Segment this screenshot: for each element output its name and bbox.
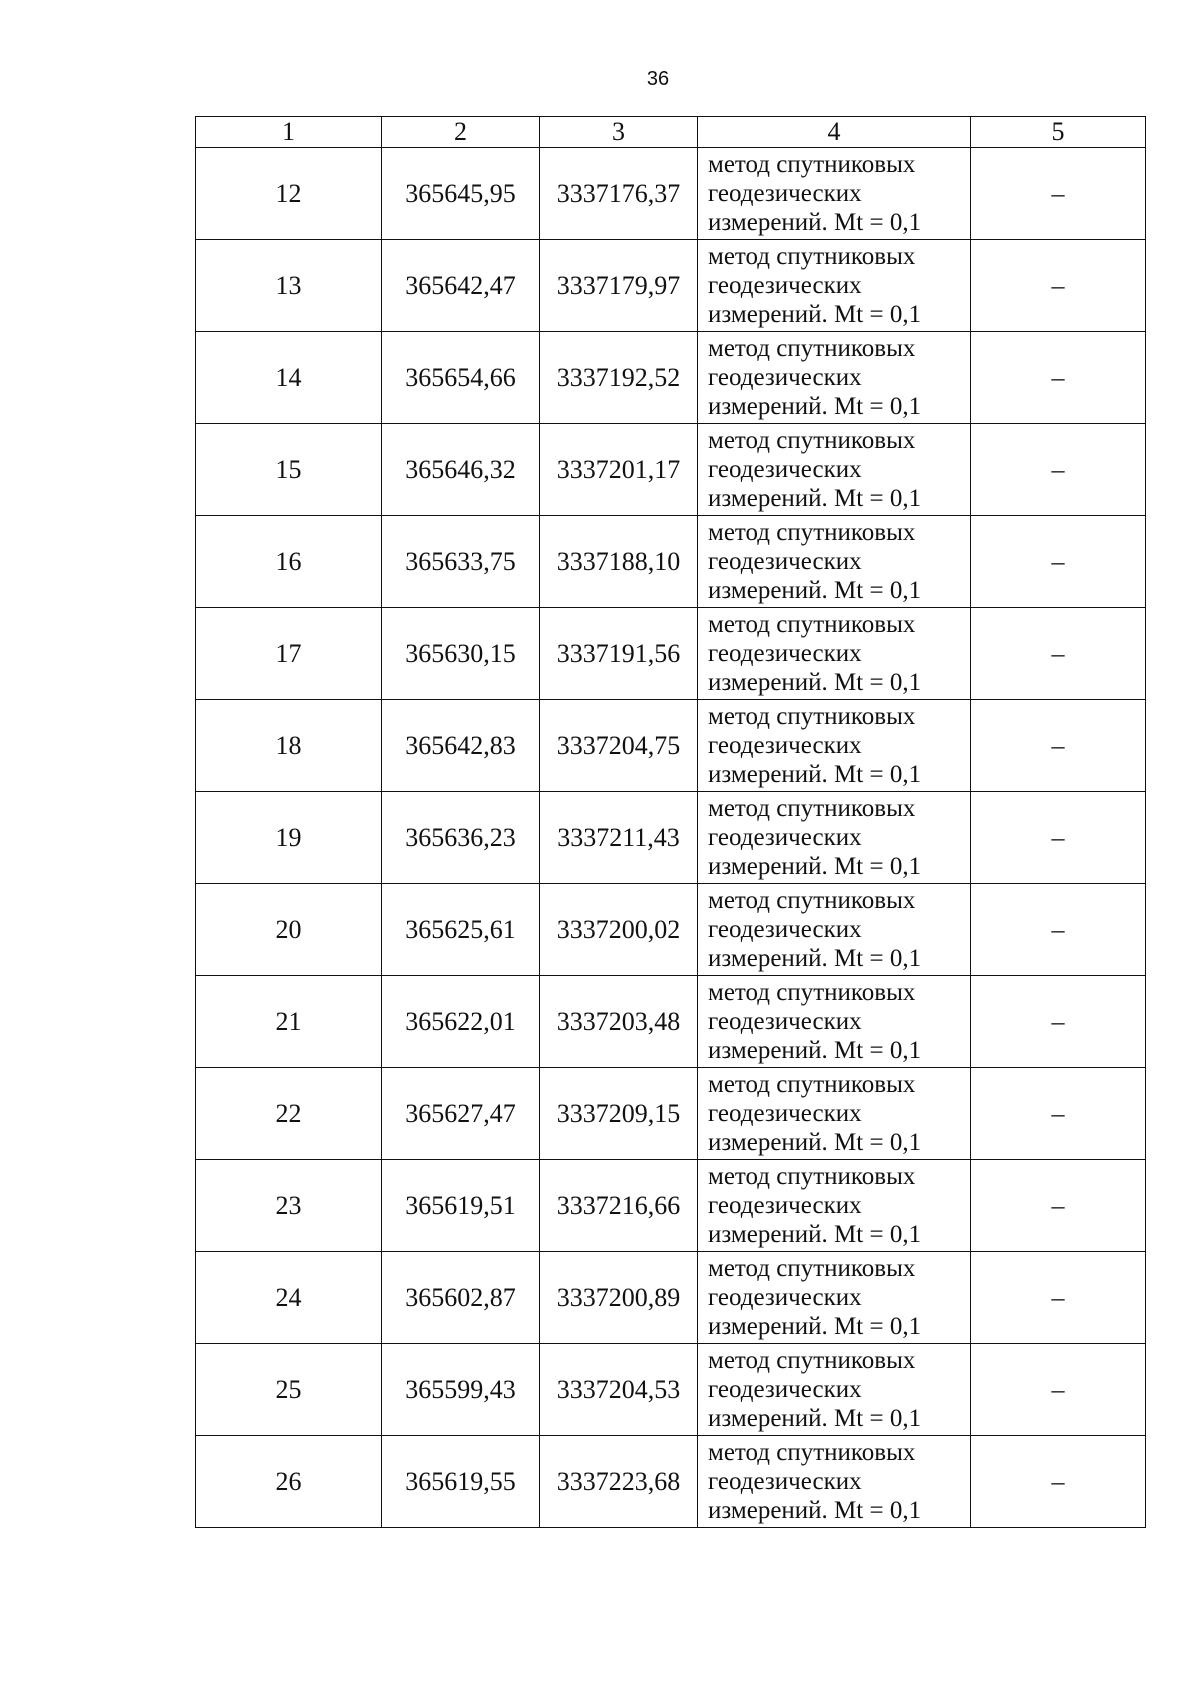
method-cell bbox=[698, 700, 971, 792]
method-line: геодезических bbox=[708, 1468, 862, 1495]
table-row bbox=[196, 976, 1146, 1068]
method-line: метод спутниковых bbox=[708, 1255, 916, 1282]
method-line: измерений. Mt = 0,1 bbox=[708, 761, 922, 788]
y-coordinate-cell: 3337201,17 bbox=[540, 424, 698, 516]
table-row bbox=[196, 1252, 1146, 1344]
method-cell bbox=[698, 1436, 971, 1528]
method-line: геодезических bbox=[708, 824, 862, 851]
method-line: метод спутниковых bbox=[708, 795, 916, 822]
method-line: геодезических bbox=[708, 1192, 862, 1219]
method-line: метод спутниковых bbox=[708, 887, 916, 914]
x-coordinate-cell: 365633,75 bbox=[382, 516, 540, 608]
method-cell bbox=[698, 1252, 971, 1344]
table-row bbox=[196, 332, 1146, 424]
method-line: геодезических bbox=[708, 1376, 862, 1403]
method-cell bbox=[698, 332, 971, 424]
method-line: геодезических bbox=[708, 1284, 862, 1311]
x-coordinate-cell: 365654,66 bbox=[382, 332, 540, 424]
x-coordinate-cell: 365619,51 bbox=[382, 1160, 540, 1252]
description-cell: – bbox=[971, 884, 1146, 976]
table-row bbox=[196, 1160, 1146, 1252]
point-number-cell: 25 bbox=[196, 1344, 382, 1436]
column-header-1: 1 bbox=[196, 117, 382, 148]
point-number-cell: 18 bbox=[196, 700, 382, 792]
table-row bbox=[196, 1068, 1146, 1160]
description-cell: – bbox=[971, 792, 1146, 884]
method-line: измерений. Mt = 0,1 bbox=[708, 1129, 922, 1156]
point-number-cell: 23 bbox=[196, 1160, 382, 1252]
y-coordinate-cell: 3337200,02 bbox=[540, 884, 698, 976]
point-number-cell: 26 bbox=[196, 1436, 382, 1528]
point-number-cell: 21 bbox=[196, 976, 382, 1068]
x-coordinate-cell: 365636,23 bbox=[382, 792, 540, 884]
y-coordinate-cell: 3337188,10 bbox=[540, 516, 698, 608]
x-coordinate-cell: 365630,15 bbox=[382, 608, 540, 700]
method-cell bbox=[698, 792, 971, 884]
method-line: измерений. Mt = 0,1 bbox=[708, 669, 922, 696]
method-line: измерений. Mt = 0,1 bbox=[708, 1037, 922, 1064]
column-header-3: 3 bbox=[540, 117, 698, 148]
method-line: геодезических bbox=[708, 916, 862, 943]
x-coordinate-cell: 365642,83 bbox=[382, 700, 540, 792]
table-row bbox=[196, 240, 1146, 332]
y-coordinate-cell: 3337211,43 bbox=[540, 792, 698, 884]
table-header-row bbox=[196, 117, 1146, 148]
x-coordinate-cell: 365599,43 bbox=[382, 1344, 540, 1436]
method-line: измерений. Mt = 0,1 bbox=[708, 393, 922, 420]
x-coordinate-cell: 365625,61 bbox=[382, 884, 540, 976]
description-cell: – bbox=[971, 148, 1146, 240]
y-coordinate-cell: 3337191,56 bbox=[540, 608, 698, 700]
x-coordinate-cell: 365645,95 bbox=[382, 148, 540, 240]
table-row bbox=[196, 1436, 1146, 1528]
table-row bbox=[196, 1344, 1146, 1436]
description-cell: – bbox=[971, 608, 1146, 700]
method-line: измерений. Mt = 0,1 bbox=[708, 1313, 922, 1340]
table-row bbox=[196, 792, 1146, 884]
method-cell bbox=[698, 240, 971, 332]
description-cell: – bbox=[971, 1252, 1146, 1344]
column-header-2: 2 bbox=[382, 117, 540, 148]
x-coordinate-cell: 365642,47 bbox=[382, 240, 540, 332]
method-line: измерений. Mt = 0,1 bbox=[708, 1221, 922, 1248]
table-row bbox=[196, 424, 1146, 516]
point-number-cell: 13 bbox=[196, 240, 382, 332]
column-header-5: 5 bbox=[971, 117, 1146, 148]
x-coordinate-cell: 365646,32 bbox=[382, 424, 540, 516]
point-number-cell: 17 bbox=[196, 608, 382, 700]
method-cell bbox=[698, 976, 971, 1068]
method-line: метод спутниковых bbox=[708, 1347, 916, 1374]
method-line: измерений. Mt = 0,1 bbox=[708, 853, 922, 880]
method-line: метод спутниковых bbox=[708, 1439, 916, 1466]
method-line: измерений. Mt = 0,1 bbox=[708, 1405, 922, 1432]
method-line: метод спутниковых bbox=[708, 611, 916, 638]
description-cell: – bbox=[971, 1068, 1146, 1160]
y-coordinate-cell: 3337209,15 bbox=[540, 1068, 698, 1160]
method-line: геодезических bbox=[708, 1008, 862, 1035]
description-cell: – bbox=[971, 976, 1146, 1068]
point-number-cell: 19 bbox=[196, 792, 382, 884]
method-cell bbox=[698, 608, 971, 700]
method-cell bbox=[698, 516, 971, 608]
y-coordinate-cell: 3337204,75 bbox=[540, 700, 698, 792]
x-coordinate-cell: 365619,55 bbox=[382, 1436, 540, 1528]
table-row bbox=[196, 608, 1146, 700]
column-header-4: 4 bbox=[698, 117, 971, 148]
table-row bbox=[196, 148, 1146, 240]
description-cell: – bbox=[971, 516, 1146, 608]
method-line: геодезических bbox=[708, 1100, 862, 1127]
method-cell bbox=[698, 148, 971, 240]
description-cell: – bbox=[971, 700, 1146, 792]
method-cell bbox=[698, 1068, 971, 1160]
description-cell: – bbox=[971, 1344, 1146, 1436]
method-line: измерений. Mt = 0,1 bbox=[708, 209, 922, 236]
point-number-cell: 14 bbox=[196, 332, 382, 424]
x-coordinate-cell: 365622,01 bbox=[382, 976, 540, 1068]
table-row bbox=[196, 516, 1146, 608]
method-line: геодезических bbox=[708, 640, 862, 667]
point-number-cell: 12 bbox=[196, 148, 382, 240]
y-coordinate-cell: 3337204,53 bbox=[540, 1344, 698, 1436]
method-line: геодезических bbox=[708, 272, 862, 299]
method-line: метод спутниковых bbox=[708, 1163, 916, 1190]
y-coordinate-cell: 3337200,89 bbox=[540, 1252, 698, 1344]
method-line: геодезических bbox=[708, 732, 862, 759]
table-body bbox=[196, 148, 1146, 1528]
description-cell: – bbox=[971, 240, 1146, 332]
method-line: измерений. Mt = 0,1 bbox=[708, 577, 922, 604]
method-line: измерений. Mt = 0,1 bbox=[708, 1497, 922, 1524]
method-line: измерений. Mt = 0,1 bbox=[708, 485, 922, 512]
x-coordinate-cell: 365602,87 bbox=[382, 1252, 540, 1344]
method-line: метод спутниковых bbox=[708, 335, 916, 362]
method-line: геодезических bbox=[708, 456, 862, 483]
method-cell bbox=[698, 424, 971, 516]
point-number-cell: 24 bbox=[196, 1252, 382, 1344]
y-coordinate-cell: 3337179,97 bbox=[540, 240, 698, 332]
description-cell: – bbox=[971, 424, 1146, 516]
method-line: геодезических bbox=[708, 180, 862, 207]
point-number-cell: 20 bbox=[196, 884, 382, 976]
page-number: 36 bbox=[646, 68, 670, 90]
description-cell: – bbox=[971, 332, 1146, 424]
method-line: метод спутниковых bbox=[708, 979, 916, 1006]
method-cell bbox=[698, 1344, 971, 1436]
y-coordinate-cell: 3337203,48 bbox=[540, 976, 698, 1068]
method-cell bbox=[698, 1160, 971, 1252]
method-line: измерений. Mt = 0,1 bbox=[708, 945, 922, 972]
method-line: геодезических bbox=[708, 548, 862, 575]
x-coordinate-cell: 365627,47 bbox=[382, 1068, 540, 1160]
table-row bbox=[196, 700, 1146, 792]
description-cell: – bbox=[971, 1160, 1146, 1252]
table-row bbox=[196, 884, 1146, 976]
method-line: метод спутниковых bbox=[708, 519, 916, 546]
method-line: метод спутниковых bbox=[708, 703, 916, 730]
y-coordinate-cell: 3337176,37 bbox=[540, 148, 698, 240]
method-line: метод спутниковых bbox=[708, 427, 916, 454]
method-line: геодезических bbox=[708, 364, 862, 391]
method-cell bbox=[698, 884, 971, 976]
method-line: метод спутниковых bbox=[708, 243, 916, 270]
method-line: метод спутниковых bbox=[708, 1071, 916, 1098]
point-number-cell: 15 bbox=[196, 424, 382, 516]
point-number-cell: 22 bbox=[196, 1068, 382, 1160]
y-coordinate-cell: 3337216,66 bbox=[540, 1160, 698, 1252]
description-cell: – bbox=[971, 1436, 1146, 1528]
method-line: измерений. Mt = 0,1 bbox=[708, 301, 922, 328]
y-coordinate-cell: 3337223,68 bbox=[540, 1436, 698, 1528]
method-line: метод спутниковых bbox=[708, 151, 916, 178]
point-number-cell: 16 bbox=[196, 516, 382, 608]
coordinates-table bbox=[195, 116, 1146, 1528]
y-coordinate-cell: 3337192,52 bbox=[540, 332, 698, 424]
